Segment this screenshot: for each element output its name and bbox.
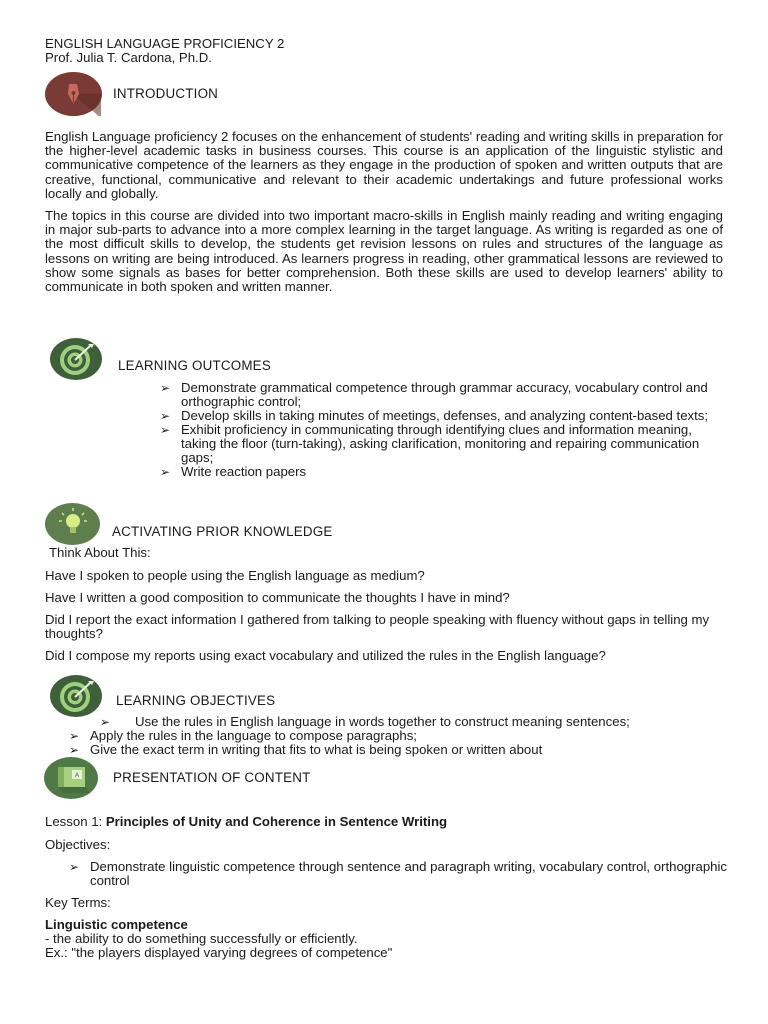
intro-paragraph-2: The topics in this course are divided into two important macro-skills in English mainly reading and writing engaging in major sub-parts to advance into a more complex learning in the target language. As writing is regarded as one of the most difficult skills to develop, the students get revision lessons on rules and structures of the language as lessons on writing are being introduced. As learners progress in reading, other grammatical lessons are reviewed to show some signals as bases for better comprehension. Both these skills are used to develop learners' ability to communicate in both spoken and written manner. <box>45 208 723 295</box>
lesson-title: Lesson 1: Principles of Unity and Coherence in Sentence Writing <box>45 814 448 829</box>
key-terms-label: Key Terms: <box>45 895 111 910</box>
pen-nib-icon <box>45 72 102 116</box>
lightbulb-icon <box>45 503 100 545</box>
list-item: ➢ Use the rules in English language in words together to construct meaning sentences; <box>100 714 630 729</box>
list-item: ➢ Apply the rules in the language to compose paragraphs; <box>69 728 417 743</box>
learning-objectives-heading: LEARNING OBJECTIVES <box>116 693 276 708</box>
arrow-bullet-icon: ➢ <box>160 423 171 437</box>
learning-outcomes-list <box>160 381 725 479</box>
question-2: Have I written a good composition to communicate the thoughts I have in mind? <box>45 590 510 605</box>
list-item: ➢ Demonstrate grammatical competence through grammar accuracy, vocabulary control and orthographic control; <box>160 380 708 409</box>
presentation-heading: PRESENTATION OF CONTENT <box>113 770 311 785</box>
arrow-bullet-icon: ➢ <box>100 715 111 729</box>
list-item: ➢ Develop skills in taking minutes of meetings, defenses, and analyzing content-based texts; <box>160 408 709 423</box>
list-item: ➢ Exhibit proficiency in communicating through identifying clues and information meaning, taking the floor (turn-taking), asking clarification, monitoring and repairing communication gaps; <box>160 422 700 465</box>
list-item: ➢ Demonstrate linguistic competence through sentence and paragraph writing, vocabulary control, orthographic control <box>69 859 728 888</box>
think-about-this: Think About This: <box>49 545 151 560</box>
question-4: Did I compose my reports using exact vocabulary and utilized the rules in the English language? <box>45 648 606 663</box>
arrow-bullet-icon: ➢ <box>160 381 171 395</box>
target-icon <box>50 675 102 717</box>
list-item: ➢ Give the exact term in writing that fits to what is being spoken or written about <box>69 742 543 757</box>
target-icon <box>50 338 102 380</box>
arrow-bullet-icon: ➢ <box>69 743 80 757</box>
arrow-bullet-icon: ➢ <box>69 860 80 874</box>
arrow-bullet-icon: ➢ <box>160 409 171 423</box>
objectives-label: Objectives: <box>45 837 111 852</box>
term-heading: Linguistic competence <box>45 917 188 932</box>
introduction-heading: INTRODUCTION <box>113 86 219 101</box>
term-example: Ex.: "the players displayed varying degrees of competence" <box>45 945 393 960</box>
question-3: Did I report the exact information I gathered from talking to people speaking with fluency without gaps in telling my thoughts? <box>45 612 710 641</box>
question-1: Have I spoken to people using the English language as medium? <box>45 568 425 583</box>
intro-paragraph-1: English Language proficiency 2 focuses on the enhancement of students' reading and writing skills in preparation for the higher-level academic tasks in business courses. This course is an application of the linguistic stylistic and communicative competence of the learners as they engage in the production of spoken and written outputs that are creative, functional, communicative and relevant to their academic undertakings and future professional works locally and globally. <box>45 129 723 201</box>
arrow-bullet-icon: ➢ <box>69 729 80 743</box>
prior-knowledge-heading: ACTIVATING PRIOR KNOWLEDGE <box>112 524 333 539</box>
arrow-bullet-icon: ➢ <box>160 465 171 479</box>
course-title: ENGLISH LANGUAGE PROFICIENCY 2 <box>45 36 285 51</box>
professor-name: Prof. Julia T. Cardona, Ph.D. <box>45 50 212 65</box>
svg-text:A: A <box>74 771 80 779</box>
learning-outcomes-heading: LEARNING OUTCOMES <box>118 358 271 373</box>
list-item: ➢ Write reaction papers <box>160 464 307 479</box>
term-definition: - the ability to do something successfully or efficiently. <box>45 931 358 946</box>
book-icon <box>44 757 98 799</box>
lesson-name: Principles of Unity and Coherence in Sentence Writing <box>105 814 448 829</box>
